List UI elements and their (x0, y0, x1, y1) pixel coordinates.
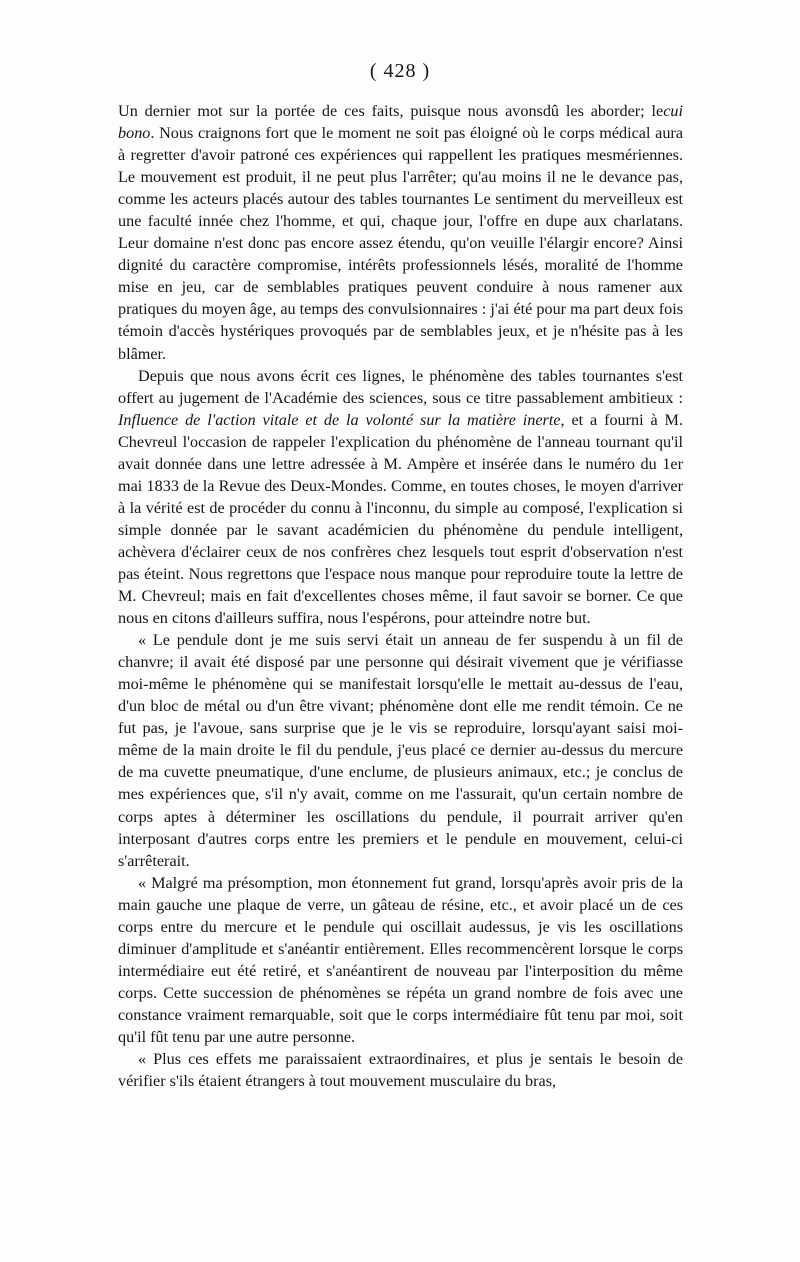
text-run: « Plus ces effets me paraissaient extraordinaires, et plus je sentais le besoin de vérifier s'ils étaient étrangers à tout mouvement musculaire du bras, (118, 1050, 683, 1091)
paragraph (118, 872, 683, 1048)
paragraph (118, 100, 683, 365)
text-run: . Nous craignons fort que le moment ne soit pas éloigné où le corps médical aura à regretter d'avoir patroné ces expériences qui rappellent les pratiques mesmériennes. Le mouvement est produit, il ne peut plus l'arrêter; qu'au moins il ne le devance pas, comme les acteurs placés autour des tables tournantes Le sentiment du merveilleux est une faculté innée chez l'homme, et qui, chaque jour, l'offre en dupe aux charlatans. Leur domaine n'est donc pas encore assez étendu, qu'on veuille l'élargir encore? Ainsi dignité du caractère compromise, intérêts professionnels lésés, moralité de l'homme mise en jeu, car de semblables pratiques peuvent conduire à nous ramener aux pratiques du moyen âge, au temps des convulsionnaires : j'ai été pour ma part deux fois témoin d'accès hystériques provoqués par de semblables jeux, et je n'hésite pas à les blâmer. (118, 124, 683, 363)
italic-text: Influence de l'action vitale et de la volonté sur la matière inerte (118, 410, 561, 429)
text-run: « Le pendule dont je me suis servi était un anneau de fer suspendu à un fil de chanvre; il avait été disposé par une personne qui désirait vivement que je vérifiasse moi-même le phénomène qui se manifestait lorsqu'elle le mettait au-dessus de l'eau, d'un bloc de métal ou d'un être vivant; phénomène dont elle me rendit témoin. Ce ne fut pas, je l'avoue, sans surprise que je le vis se reproduire, lorsqu'ayant saisi moi-même de la main droite le fil du pendule, j'eus placé ce dernier au-dessus du mercure de ma cuvette pneumatique, d'une enclume, de plusieurs animaux, etc.; je conclus de mes expériences que, s'il n'y avait, comme on me l'assurait, qu'un certain nombre de corps aptes à déterminer les oscillations du pendule, il pourrait arriver qu'en interposant d'autres corps entre les premiers et le pendule en mouvement, celui-ci s'arrêterait. (118, 631, 683, 870)
text-run: , et a fourni à M. Chevreul l'occasion de rappeler l'explication du phénomène de l'anneau tournant qu'il avait donnée dans une lettre adressée à M. Ampère et insérée dans le numéro du 1er mai 1833 de la Revue des Deux-Mondes. Comme, en toutes choses, le moyen d'arriver à la vérité est de procéder du connu à l'inconnu, du simple au composé, l'explication si simple donnée par le savant académicien du phénomène du pendule intelligent, achèvera d'éclairer ceux de nos confrères chez lesquels tout esprit d'observation n'est pas éteint. Nous regrettons que l'espace nous manque pour reproduire toute la lettre de M. Chevreul; mais en fait d'excellentes choses même, il faut savoir se borner. Ce que nous en citons d'ailleurs suffira, nous l'espérons, pour atteindre notre but. (118, 410, 683, 628)
body-text (118, 100, 683, 1092)
text-run: Depuis que nous avons écrit ces lignes, le phénomène des tables tournantes s'est offert au jugement de l'Académie des sciences, sous ce titre passablement ambitieux : (118, 366, 683, 407)
paragraph (118, 629, 683, 872)
page-number: ( 428 ) (369, 60, 431, 82)
paragraph (118, 1048, 683, 1092)
text-run: « Malgré ma présomption, mon étonnement fut grand, lorsqu'après avoir pris de la main gauche une plaque de verre, un gâteau de résine, etc., et avoir placé un de ces corps entre du mercure et le pendule qui oscillait audessus, je vis les oscillations diminuer d'amplitude et s'anéantir entièrement. Elles recommencèrent lorsque le corps intermédiaire eut été retiré, et s'anéantirent de nouveau par l'interposition du même corps. Cette succession de phénomènes se répéta un grand nombre de fois avec une constance vraiment remarquable, soit que le corps intermédiaire fût tenu par moi, soit qu'il fût tenu par une autre personne. (118, 873, 683, 1046)
paragraph (118, 365, 683, 630)
text-run: Un dernier mot sur la portée de ces faits, puisque nous avonsdû les aborder; le (118, 102, 664, 120)
italic-text: cui bono (118, 102, 683, 143)
